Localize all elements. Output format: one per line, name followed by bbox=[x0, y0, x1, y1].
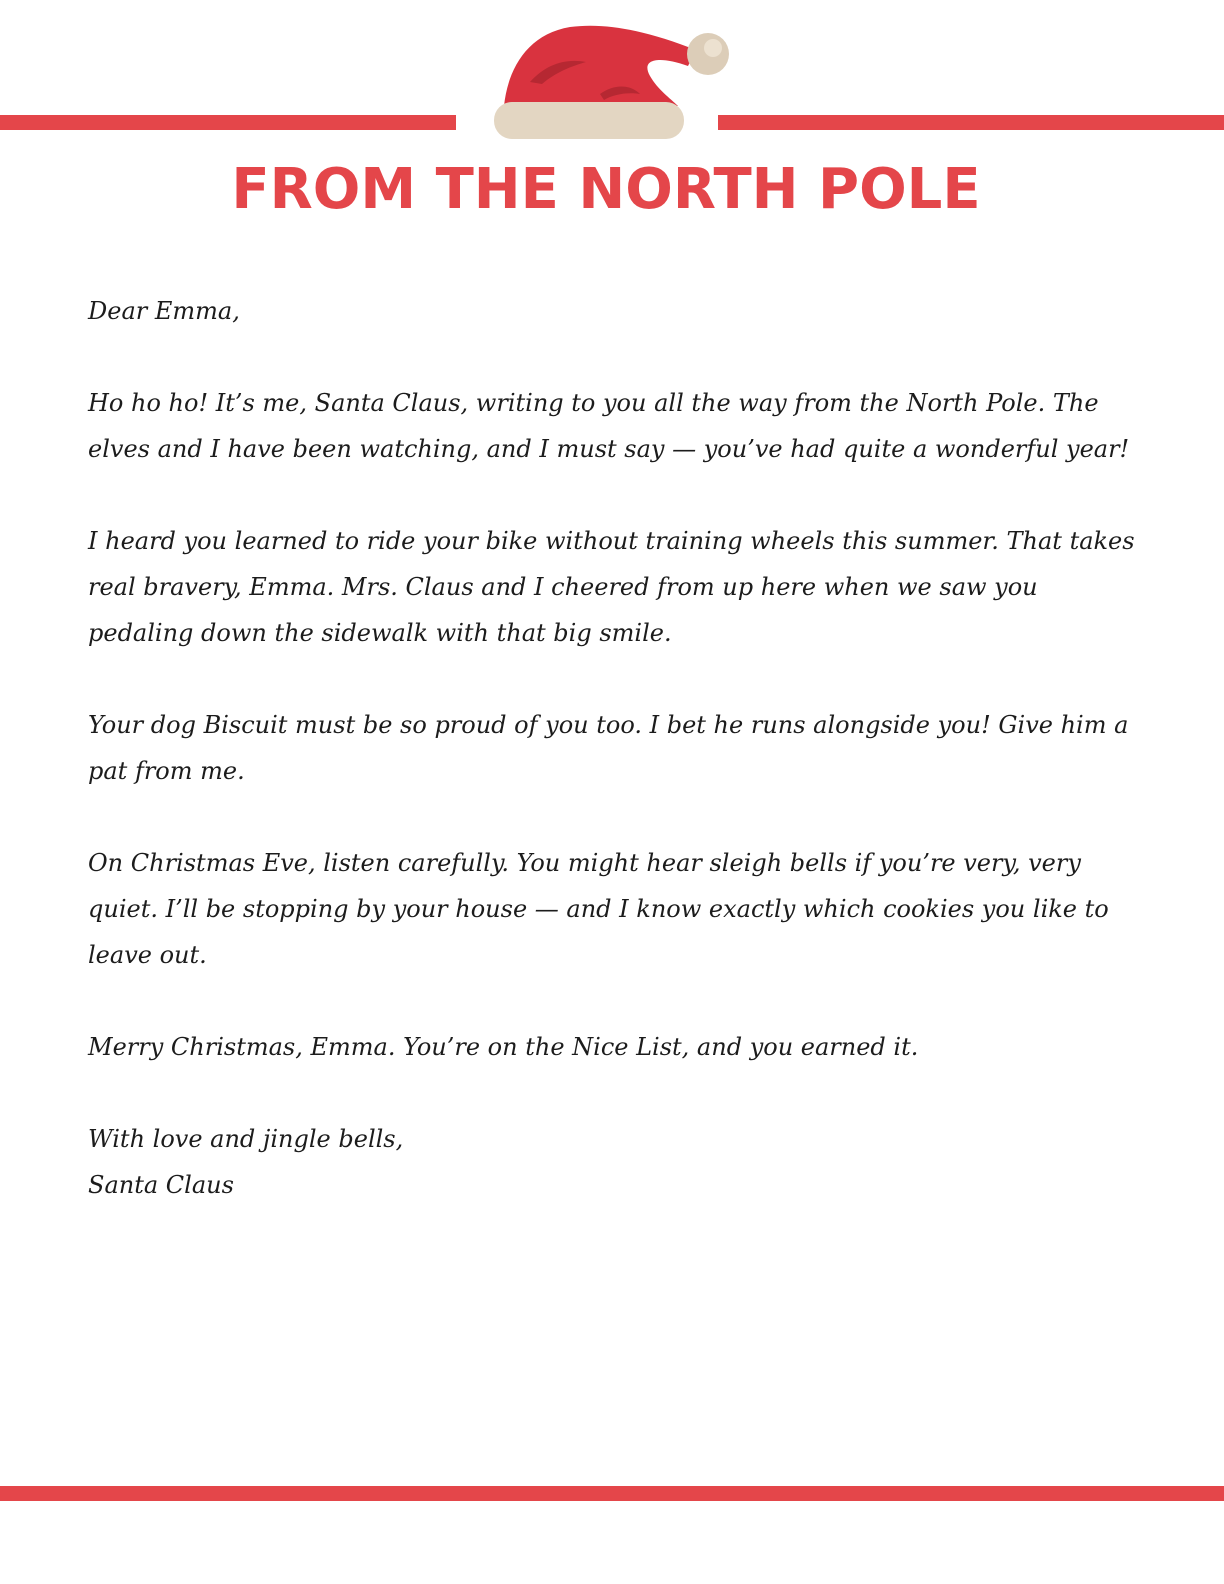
closing: With love and jingle bells, bbox=[88, 1125, 404, 1153]
letter-paragraph: On Christmas Eve, listen carefully. You might hear sleigh bells if you’re very, very quiet. I’ll be stopping by your house — and I know exactly which cookies you like to leave out. bbox=[88, 849, 1109, 969]
greeting: Dear Emma, bbox=[88, 297, 240, 325]
footer-rule bbox=[0, 1486, 1224, 1501]
header-rule-right bbox=[718, 115, 1224, 130]
header-rule-left bbox=[0, 115, 456, 130]
santa-hat-icon bbox=[490, 22, 740, 142]
letter-paragraph: Ho ho ho! It’s me, Santa Claus, writing to you all the way from the North Pole. The elves and I have been watching, and I must say — you’ve had quite a wonderful year! bbox=[88, 389, 1130, 463]
letter-paragraph: Merry Christmas, Emma. You’re on the Nice List, and you earned it. bbox=[88, 1033, 919, 1061]
letter-body bbox=[88, 288, 1148, 1208]
letter-paragraph: Your dog Biscuit must be so proud of you too. I bet he runs alongside you! Give him a pat from me. bbox=[88, 711, 1129, 785]
page-title: FROM THE NORTH POLE bbox=[231, 157, 981, 222]
signature: Santa Claus bbox=[88, 1171, 234, 1199]
letter-paragraph: I heard you learned to ride your bike without training wheels this summer. That takes real bravery, Emma. Mrs. Claus and I cheered from up here when we saw you pedaling down the sidewalk with that big smile. bbox=[88, 527, 1135, 647]
